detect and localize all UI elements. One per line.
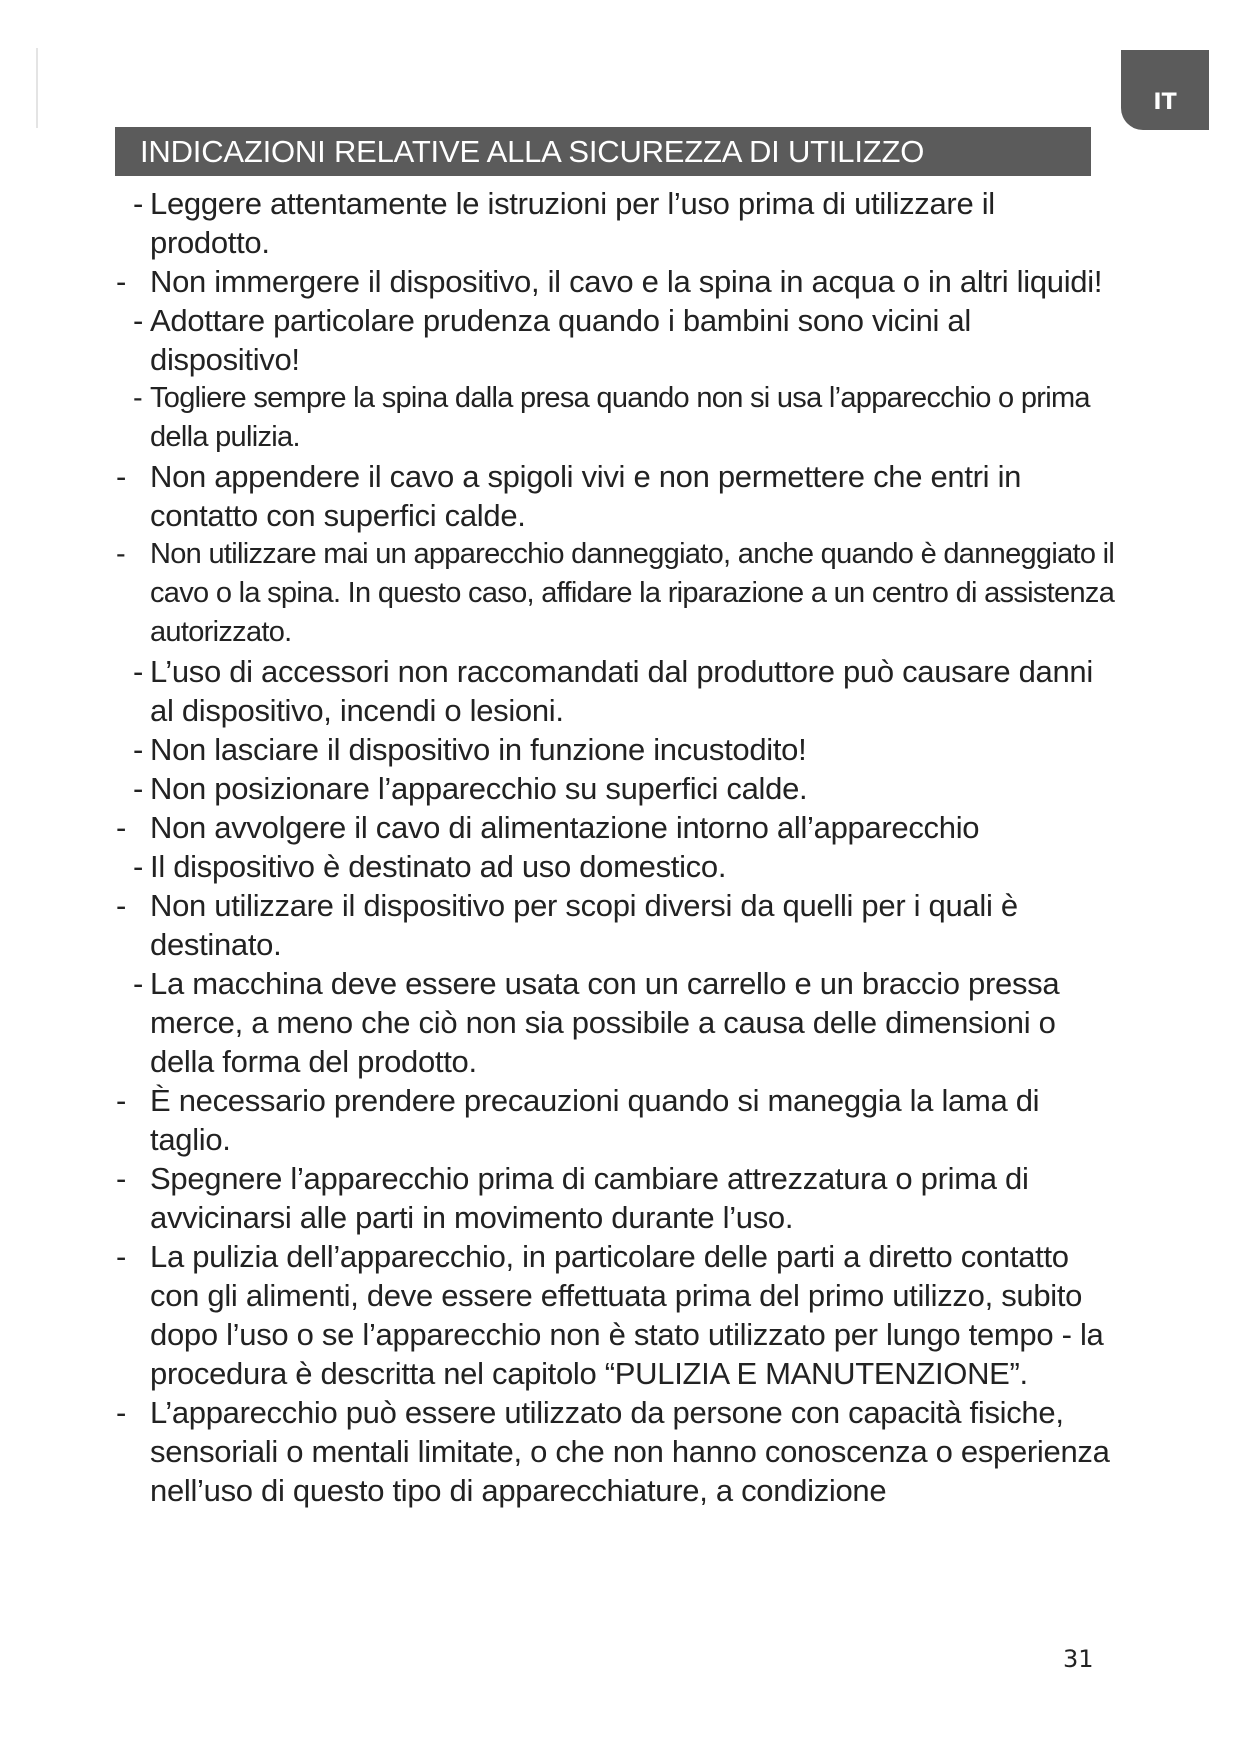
- safety-instructions-list: [112, 184, 1122, 1510]
- list-item-text: Il dispositivo è destinato ad uso domestico.: [150, 849, 727, 884]
- list-item-text: Adottare particolare prudenza quando i bambini sono vicini al dispositivo!: [150, 303, 971, 377]
- list-item: [112, 535, 1122, 652]
- list-item: [112, 457, 1122, 535]
- language-label: IT: [1153, 89, 1177, 115]
- bullet: -: [133, 732, 144, 767]
- list-item: [112, 964, 1122, 1081]
- list-item-text: Non lasciare il dispositivo in funzione incustodito!: [150, 732, 807, 767]
- list-item-text: La macchina deve essere usata con un carrello e un braccio pressa merce, a meno che ciò non sia possibile a causa delle dimensioni o della forma del prodotto.: [150, 966, 1060, 1079]
- list-item: [112, 1393, 1122, 1510]
- bullet: -: [133, 849, 144, 884]
- bullet: -: [116, 1161, 127, 1196]
- bullet: -: [133, 966, 144, 1001]
- bullet: -: [133, 771, 144, 806]
- list-item-text: Non avvolgere il cavo di alimentazione intorno all’apparecchio: [150, 810, 980, 845]
- bullet: -: [116, 459, 127, 494]
- list-item-text: La pulizia dell’apparecchio, in particolare delle parti a diretto contatto con gli alimenti, deve essere effettuata prima del primo utilizzo, subito dopo l’uso o se l’apparecchio non è stato utilizzato per lungo tempo - la procedura è descritta nel capitolo “PULIZIA E MANUTENZIONE”.: [150, 1239, 1104, 1391]
- list-item-text: Non appendere il cavo a spigoli vivi e non permettere che entri in contatto con superfici calde.: [150, 459, 1022, 533]
- list-item-text: Leggere attentamente le istruzioni per l’uso prima di utilizzare il prodotto.: [150, 186, 995, 260]
- list-item: [112, 730, 1122, 769]
- section-heading: INDICAZIONI RELATIVE ALLA SICUREZZA DI UTILIZZO: [115, 127, 1091, 176]
- list-item: [112, 301, 1122, 379]
- bullet: -: [133, 654, 144, 689]
- list-item: [112, 769, 1122, 808]
- bullet: -: [133, 382, 142, 414]
- list-item-text: Spegnere l’apparecchio prima di cambiare attrezzatura o prima di avvicinarsi alle parti in movimento durante l’uso.: [150, 1161, 1029, 1235]
- bullet: -: [116, 1239, 127, 1274]
- list-item: [112, 1081, 1122, 1159]
- list-item-text: L’apparecchio può essere utilizzato da persone con capacità fisiche, sensoriali o mentali limitate, o che non hanno conoscenza o esperienza nell’uso di questo tipo di apparecchiature, a condizione: [150, 1395, 1110, 1508]
- list-item: [112, 379, 1122, 457]
- bullet: -: [116, 1083, 127, 1118]
- bullet: -: [133, 303, 144, 338]
- list-item: [112, 808, 1122, 847]
- bullet: -: [116, 810, 127, 845]
- list-item: [112, 1237, 1122, 1393]
- bullet: -: [116, 538, 125, 570]
- list-item: [112, 847, 1122, 886]
- list-item-text: Non utilizzare il dispositivo per scopi diversi da quelli per i quali è destinato.: [150, 888, 1018, 962]
- list-item-text: Non utilizzare mai un apparecchio danneggiato, anche quando è danneggiato il cavo o la spina. In questo caso, affidare la riparazione a un centro di assistenza autorizzato.: [150, 538, 1115, 648]
- list-item-text: Non immergere il dispositivo, il cavo e la spina in acqua o in altri liquidi!: [150, 264, 1103, 299]
- list-item: [112, 652, 1122, 730]
- margin-line: [36, 48, 38, 128]
- list-item: [112, 184, 1122, 262]
- page-number: 31: [1063, 1645, 1094, 1673]
- bullet: -: [116, 1395, 127, 1430]
- bullet: -: [133, 186, 144, 221]
- list-item-text: Togliere sempre la spina dalla presa quando non si usa l’apparecchio o prima della pulizia.: [150, 382, 1090, 453]
- language-tab: [1121, 50, 1209, 130]
- list-item-text: L’uso di accessori non raccomandati dal produttore può causare danni al dispositivo, incendi o lesioni.: [150, 654, 1093, 728]
- list-item-text: Non posizionare l’apparecchio su superfici calde.: [150, 771, 808, 806]
- list-item: [112, 262, 1122, 301]
- list-item-text: È necessario prendere precauzioni quando si maneggia la lama di taglio.: [150, 1083, 1040, 1157]
- list-item: [112, 886, 1122, 964]
- bullet: -: [116, 888, 127, 923]
- bullet: -: [116, 264, 127, 299]
- list-item: [112, 1159, 1122, 1237]
